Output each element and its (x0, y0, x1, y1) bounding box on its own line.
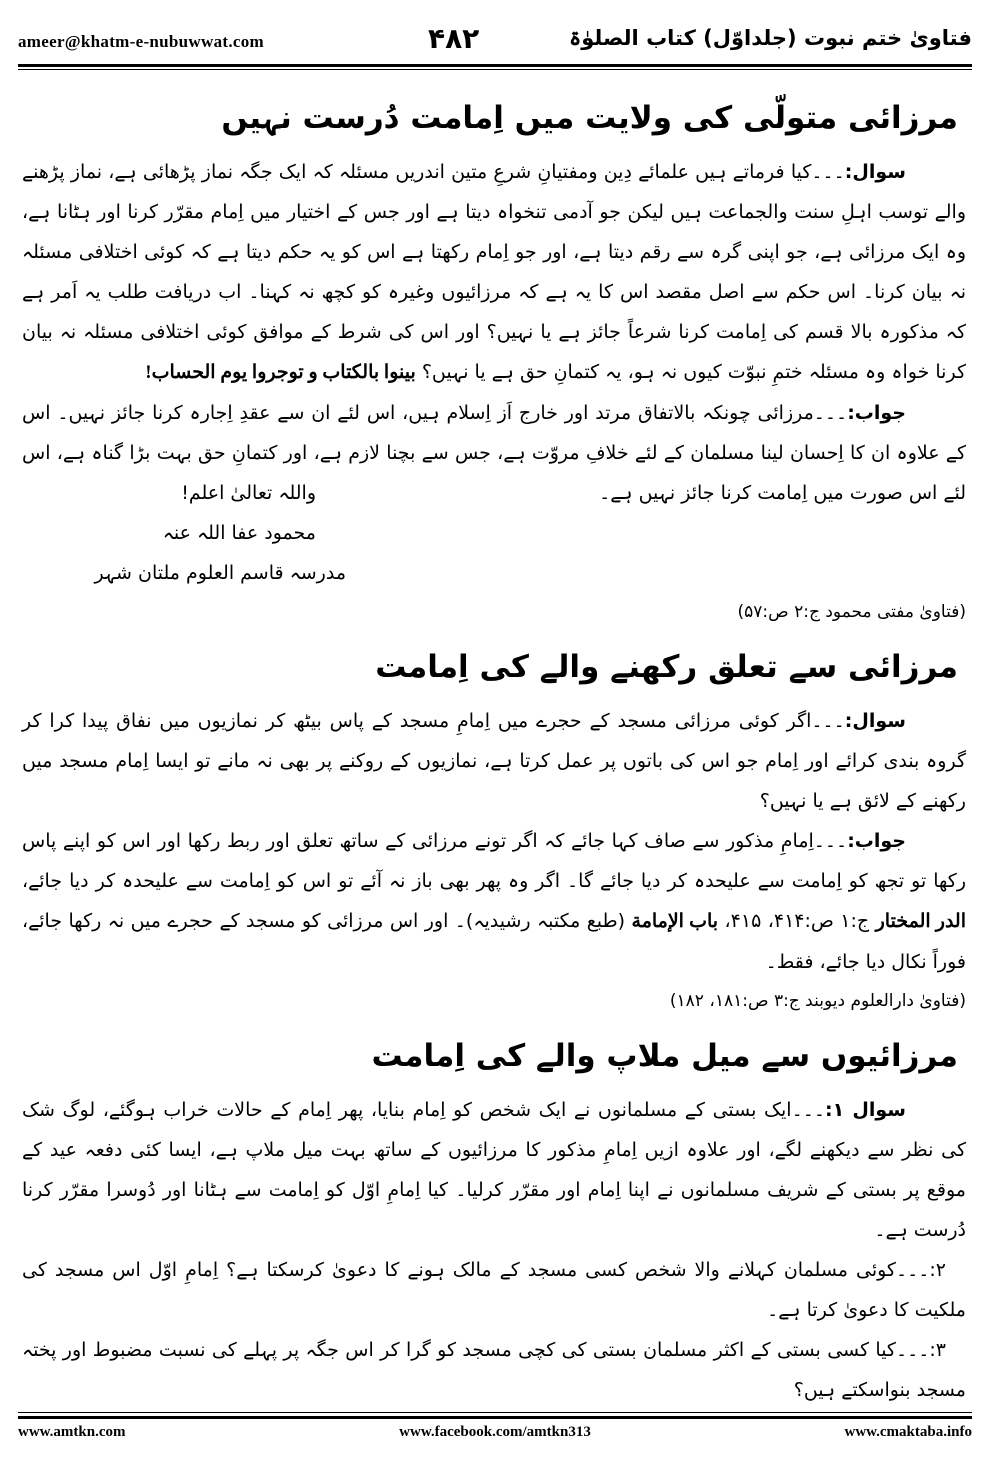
answer-text: ۔۔۔اِمامِ مذکور سے صاف کہا جائے کہ اگر تونے مرزائی کے ساتھ تعلق اور ربط رکھا اور اس کو اپنے پاس رکھا تو تجھ کو اِمامت سے علیحدہ کر دیا جائے گا۔ اگر وہ پھر بھی باز نہ آئے تو اس کو اِمامت سے علیحدہ کر دیا جائے، (22, 830, 966, 892)
question-arabic: بینوا بالکتاب و توجروا یوم الحساب! (145, 362, 416, 383)
sign-wallahu: واللہ تعالیٰ اعلم! (181, 482, 316, 504)
answer-text: ۔۔۔مرزائی چونکہ بالاتفاق مرتد اور خارج اَز اِسلام ہیں، اس لئے ان سے عقدِ اِجارہ کرنا جائز نہیں۔ اس کے علاوہ ان کا اِحسان لینا مسلمان کے لئے خلافِ مروّت ہے، جس سے بچنا لازم ہے، اور کتمانِ حق بہت بڑا گناہ ہے، اس لئے اس صورت میں اِمامت کرنا جائز نہیں ہے۔ (22, 402, 966, 504)
page-number: ۴۸۲ (428, 22, 480, 55)
page-header (18, 22, 972, 62)
footer-link-center[interactable]: www.facebook.com/amtkn313 (399, 1424, 591, 1440)
answer-label: جواب: (847, 402, 906, 424)
answer-label: جواب: (847, 830, 906, 852)
footer-link-right[interactable]: www.cmaktaba.info (844, 1424, 972, 1440)
question-label: سوال ۱: (824, 1099, 906, 1121)
footer-rule (18, 1416, 972, 1419)
section1-reference: (فتاویٰ مفتی محمود ج:۲ ص:۵۷) (737, 602, 966, 622)
footer-link-left[interactable]: www.amtkn.com (18, 1424, 126, 1440)
page-footer (18, 1424, 972, 1448)
section1-title: مرزائی متولّی کی ولایت میں اِمامت دُرست نہیں (221, 100, 958, 136)
section2-title: مرزائی سے تعلق رکھنے والے کی اِمامت (375, 649, 958, 685)
footer-rule-thin (18, 1412, 972, 1413)
question-label: سوال: (844, 161, 906, 183)
question-text: ۔۔۔ایک بستی کے مسلمانوں نے ایک شخص کو اِمام بنایا، پھر اِمام کے حالات خراب ہوگئے، لوگ شک کی نظر سے دیکھنے لگے، اور علاوہ ازیں اِمامِ مذکور کا مرزائیوں کے ساتھ بہت میل ملاپ ہے، ایسا کئی دفعہ عید کے موقع پر بستی کے شریف مسلمانوں نے اپنا اِمام اور مقرّر کرلیا۔ کیا اِمامِ اوّل کو اِمامت سے ہٹانا اور دُوسرا مقرّر کرنا دُرست ہے۔ (22, 1099, 966, 1241)
book-title: فتاویٰ ختم نبوت (جلداوّل) کتاب الصلوٰۃ (568, 26, 972, 50)
sign-institution: مدرسہ قاسم العلوم ملتان شہر (94, 562, 346, 584)
question-label: سوال: (844, 710, 906, 732)
answer-text-3: (طبع مکتبہ رشیدیہ)۔ اور اس مرزائی کو مسجد کے حجرے میں نہ رکھا جائے، فوراً نکال دیا جائے، فقط۔ (22, 910, 966, 973)
section3-title: مرزائیوں سے میل ملاپ والے کی اِمامت (371, 1038, 958, 1074)
section2-question (22, 701, 966, 821)
header-email[interactable]: ameer@khatm-e-nubuwwat.com (18, 32, 264, 51)
sign-name: محمود عفا اللہ عنہ (162, 522, 316, 544)
question-text: ۔۔۔کیا فرماتے ہیں علمائے دِین ومفتیانِ شرعِ متین اندریں مسئلہ کہ ایک جگہ نماز پڑھائی ہے، نماز پڑھنے والے توسب اہلِ سنت والجماعت ہیں لیکن جو آدمی تنخواہ دیتا ہے اور جس کے اختیار میں اِمام مقرّر کرنا اور ہٹانا ہے، وہ ایک مرزائی ہے، جو اپنی گرہ سے رقم دیتا ہے، اور جو اِمام رکھتا ہے اس کو یہ حکم دیتا ہے کہ کوئی اختلافی مسئلہ نہ بیان کرنا۔ اس حکم سے اصل مقصد اس کا یہ ہے کہ مرزائیوں وغیرہ کو کچھ نہ کہنا۔ اب دریافت طلب یہ اَمر ہے کہ مذکورہ بالا قسم کی اِمامت کرنا شرعاً جائز ہے یا نہیں؟ اور اس کی شرط کے موافق کوئی اختلافی مسئلہ نہ بیان کرنا خواہ وہ مسئلہ ختمِ نبوّت کیوں نہ ہو، یہ کتمانِ حق ہے یا نہیں؟ (22, 161, 966, 383)
page-body (22, 86, 966, 1410)
section3-item-2: ۲:۔۔۔کوئی مسلمان کہلانے والا شخص کسی مسجد کے مالک ہونے کا دعویٰ کرسکتا ہے؟ اِمامِ اوّل اس مسجد کی ملکیت کا دعویٰ کرتا ہے۔ (22, 1259, 966, 1321)
answer-arabic: الدر المختار (875, 911, 966, 932)
question-text: ۔۔۔اگر کوئی مرزائی مسجد کے حجرے میں اِمامِ مسجد کے پاس بیٹھ کر نمازیوں میں نفاق پیدا کرا کر گروہ بندی کرائے اور اِمام جو اس کی باتوں پر عمل کرتا ہے، نمازیوں کے روکنے پر بھی نہ مانے تو ایسا اِمام مسجد میں رکھنے کے لائق ہے یا نہیں؟ (22, 710, 966, 812)
section1-question (22, 152, 966, 393)
section3-item-3: ۳:۔۔۔کیا کسی بستی کے اکثر مسلمان بستی کی کچی مسجد کو گرا کر اس جگہ پر پہلے کی نسبت مضبوط اور پختہ مسجد بنواسکتے ہیں؟ (22, 1339, 966, 1401)
header-rule-thin (18, 69, 972, 70)
section2-answer (22, 821, 966, 982)
section3-question (22, 1090, 966, 1250)
answer-arabic-2: باب الإمامة (631, 911, 719, 932)
header-rule (18, 64, 972, 67)
section2-reference: (فتاویٰ دارالعلوم دیوبند ج:۳ ص:۱۸۱، ۱۸۲) (669, 991, 966, 1011)
answer-citation: ج:۱ ص:۴۱۴، ۴۱۵، (724, 910, 870, 932)
